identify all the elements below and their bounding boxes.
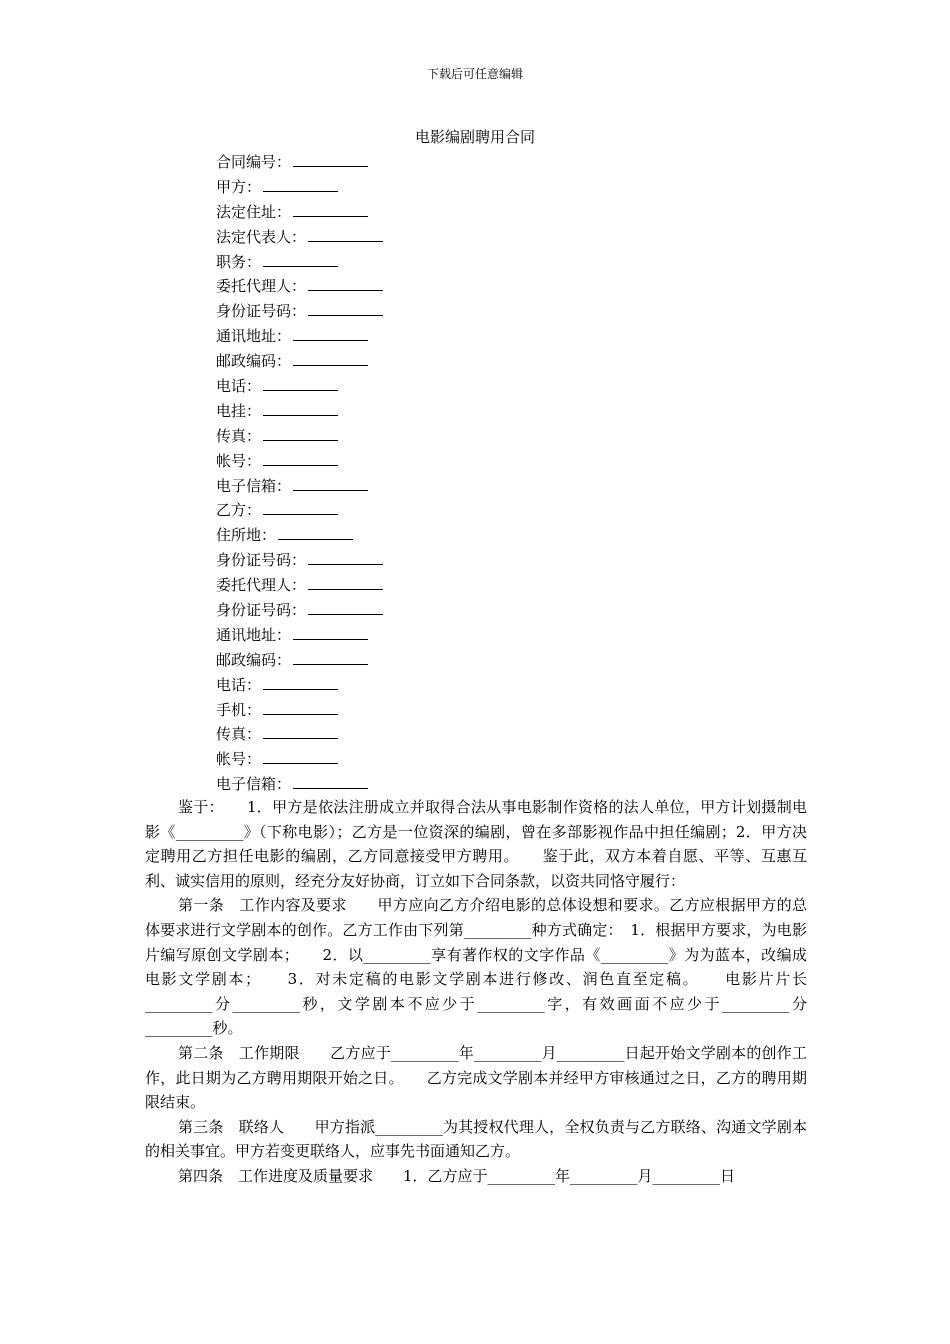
field-label: 乙方： [216,501,262,520]
field-email-b [216,772,383,797]
field-contract-number [216,150,383,175]
field-label: 通讯地址： [216,625,292,644]
blank-line [263,675,338,690]
field-residence-b [216,523,383,548]
header-note: 下载后可任意编辑 [426,67,523,81]
blank-line [263,700,338,715]
blank-line [293,625,368,640]
field-label: 委托代理人： [216,277,307,296]
blank-line [293,476,368,491]
field-label: 电话： [216,377,262,396]
field-account-a [216,449,383,474]
blank-line [293,326,368,341]
article-4-paragraph: 第四条 工作进度及质量要求 1．乙方应于_________年_________月_________日 [178,1166,736,1185]
field-id-number-b [216,548,383,573]
field-phone-a [216,374,383,399]
field-postal-code-a [216,349,383,374]
blank-line [293,650,368,665]
field-label: 传真： [216,725,262,744]
blank-line [278,525,353,540]
field-email-a [216,474,383,499]
field-label: 身份证号码： [216,551,307,570]
field-id-number-a [216,299,383,324]
field-party-a [216,175,383,200]
field-legal-representative [216,225,383,250]
blank-line [263,177,338,192]
field-label: 法定住址： [216,202,292,221]
field-label: 法定代表人： [216,227,307,246]
blank-line [263,500,338,515]
field-label: 电子信箱： [216,476,292,495]
field-fax-b [216,722,383,747]
field-label: 手机： [216,700,262,719]
blank-line [263,426,338,441]
field-legal-address [216,200,383,225]
party-info-fields [216,150,383,797]
field-label: 电挂： [216,401,262,420]
blank-line [263,252,338,267]
blank-line [263,451,338,466]
field-agent-b [216,573,383,598]
field-label: 通讯地址： [216,327,292,346]
field-party-b [216,498,383,523]
field-agent-a [216,274,383,299]
field-phone-b [216,673,383,698]
field-mailing-address-a [216,324,383,349]
article-1-paragraph: 第一条 工作内容及要求 甲方应向乙方介绍电影的总体设想和要求。乙方应根据甲方的总体要求进行文学剧本的创作。乙方工作由下列第_________种方式确定： 1．根据甲方要求，为电影片编写原创文学剧本； 2．以_________享有著作权的文字作品《_________》为为蓝本，改编成电影文学剧本； 3．对未定稿的电影文学剧本进行修改、润色直至定稿。 电影片片长_________分_________秒，文学剧本不应少于_________字，有效画面不应少于_________分_________秒。 [145,896,807,1038]
field-mailing-address-b [216,623,383,648]
field-label: 帐号： [216,451,262,470]
article-3-paragraph: 第三条 联络人 甲方指派_________为其授权代理人，全权负责与乙方联络、沟通文学剧本的相关事宜。甲方若变更联络人，应事先书面通知乙方。 [145,1117,807,1161]
blank-line [293,202,368,217]
blank-line [293,152,368,167]
field-account-b [216,747,383,772]
field-postal-code-b [216,648,383,673]
document-title: 电影编剧聘用合同 [414,128,535,146]
blank-line [308,276,383,291]
field-telegraph-a [216,399,383,424]
field-label: 职务： [216,252,262,271]
field-position [216,250,383,275]
field-label: 邮政编码： [216,650,292,669]
contract-body [145,795,807,1189]
field-label: 身份证号码： [216,601,307,620]
field-label: 电话： [216,675,262,694]
blank-line [263,749,338,764]
blank-line [308,227,383,242]
blank-line [293,774,368,789]
field-label: 住所地： [216,526,277,545]
blank-line [263,401,338,416]
field-label: 身份证号码： [216,302,307,321]
blank-line [308,600,383,615]
blank-line [263,724,338,739]
recitals-paragraph: 鉴于： 1．甲方是依法注册成立并取得合法从事电影制作资格的法人单位，甲方计划摄制电影《_________》（下称电影）；乙方是一位资深的编剧，曾在多部影视作品中担任编剧；2．甲方决定聘用乙方担任电影的编剧，乙方同意接受甲方聘用。 鉴于此，双方本着自愿、平等、互惠互利、诚实信用的原则，经充分友好协商，订立如下合同条款，以资共同恪守履行： [145,798,807,890]
field-label: 帐号： [216,750,262,769]
field-label: 邮政编码： [216,352,292,371]
field-label: 电子信箱： [216,775,292,794]
field-label: 甲方： [216,177,262,196]
field-label: 委托代理人： [216,576,307,595]
field-fax-a [216,424,383,449]
blank-line [308,575,383,590]
blank-line [308,301,383,316]
blank-line [308,550,383,565]
article-2-paragraph: 第二条 工作期限 乙方应于_________年_________月_________日起开始文学剧本的创作工作，此日期为乙方聘用期限开始之日。 乙方完成文学剧本并经甲方审核通过之日，乙方的聘用期限结束。 [145,1043,807,1112]
field-label: 传真： [216,426,262,445]
field-label: 合同编号： [216,153,292,171]
field-agent-id-number-b [216,598,383,623]
blank-line [263,376,338,391]
blank-line [293,351,368,366]
field-mobile-b [216,698,383,723]
